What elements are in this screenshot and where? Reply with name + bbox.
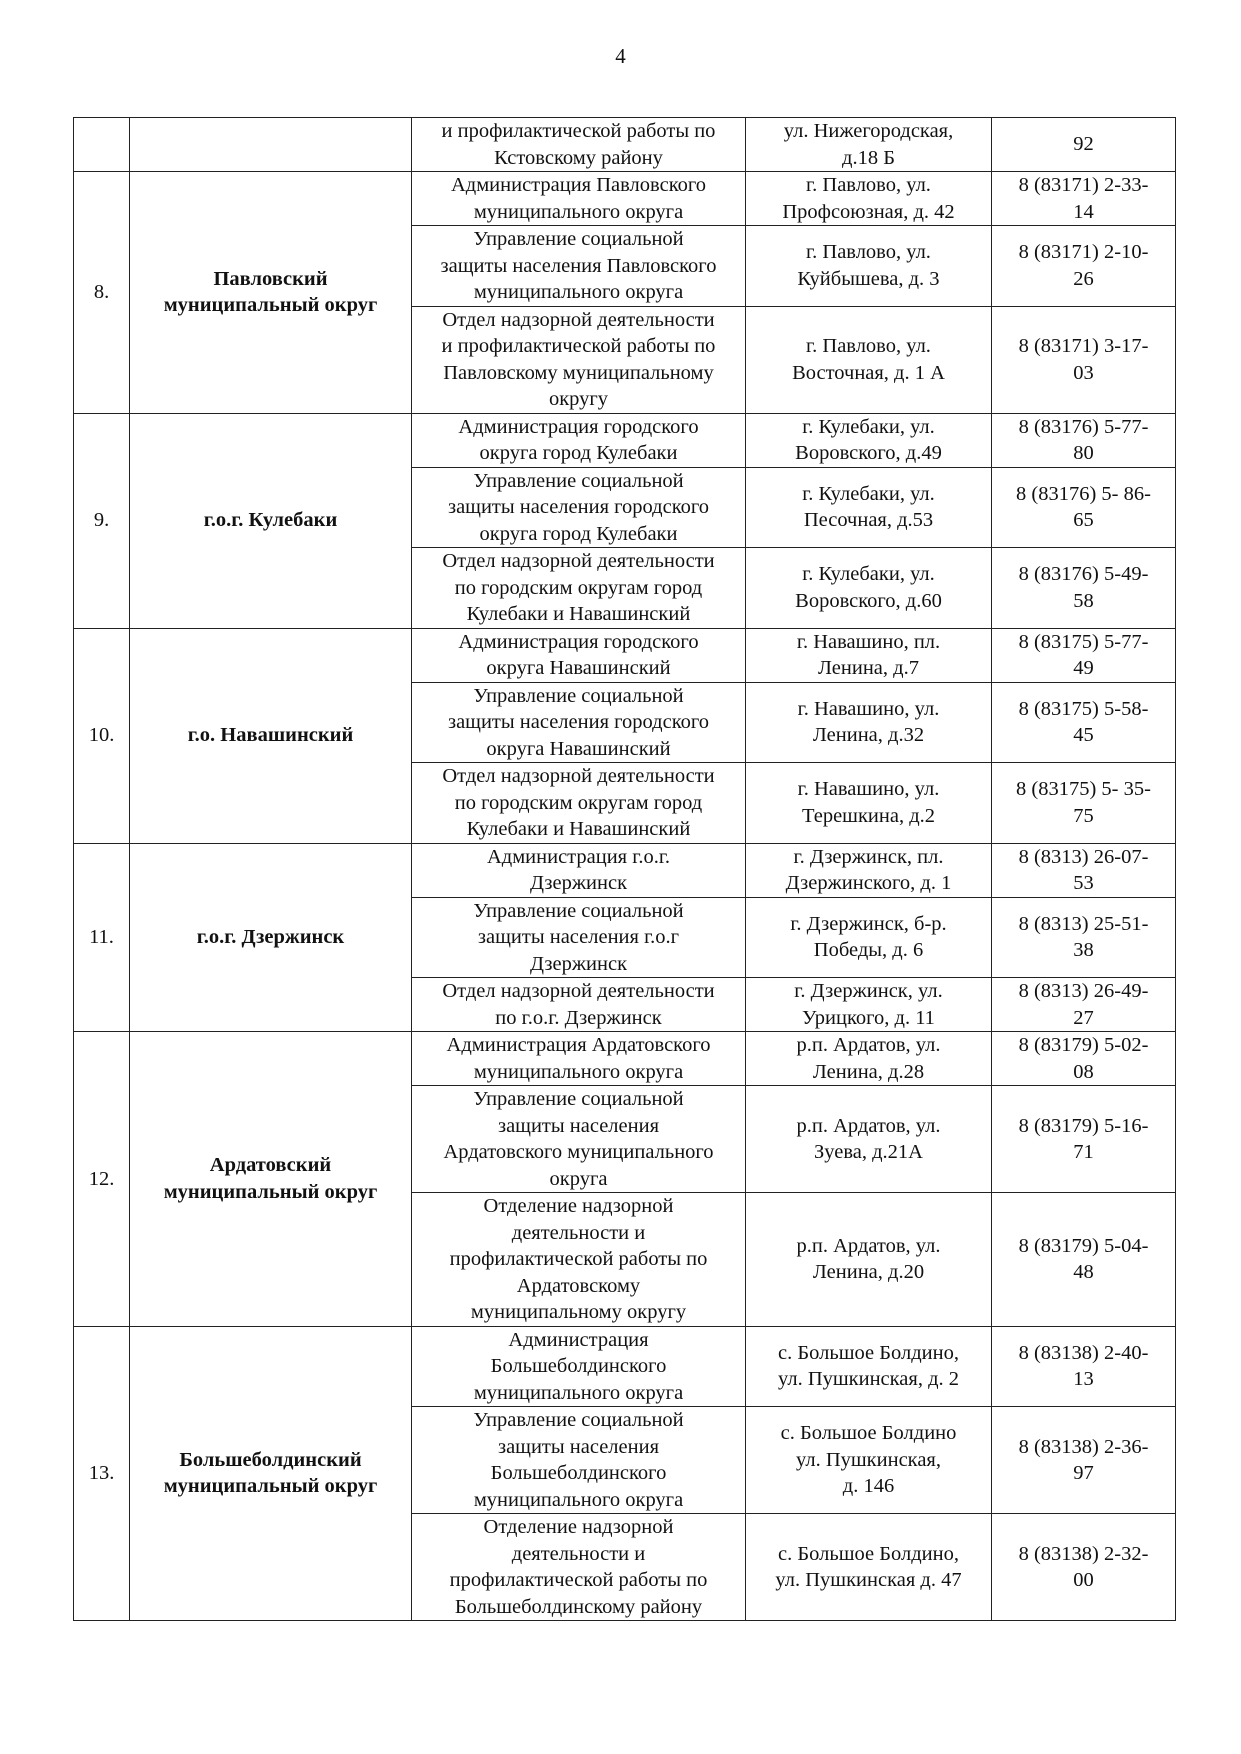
address-text: г. Павлово, ул. Профсоюзная, д. 42 (782, 174, 955, 223)
organization-cell (412, 1193, 746, 1327)
table-row (74, 1032, 1176, 1086)
phone-cell (992, 118, 1176, 172)
phone-number: 8 (83176) 5- 86- 65 (1016, 482, 1151, 532)
district-number-cell (74, 118, 130, 172)
district-name: Павловский муниципальный округ (163, 267, 378, 317)
address-cell (746, 1407, 992, 1514)
organization-cell (412, 763, 746, 844)
contact-directory-table (73, 117, 1176, 1621)
district-name: г.о.г. Дзержинск (196, 926, 345, 948)
district-name: Большеболдинский муниципальный округ (163, 1448, 378, 1498)
organization-cell (412, 682, 746, 763)
organization-name: Отдел надзорной деятельности по г.о.г. Дзержинск (442, 980, 715, 1029)
district-number-cell (74, 628, 130, 843)
phone-cell (992, 1086, 1176, 1193)
organization-cell (412, 172, 746, 226)
district-number-cell (74, 413, 130, 628)
organization-name: Отдел надзорной деятельности и профилактической работы по Павловскому муниципальному округу (441, 308, 716, 410)
organization-name: Управление социальной защиты населения Павловского муниципального округа (440, 228, 717, 303)
phone-cell (992, 413, 1176, 467)
organization-name: Администрация городского округа Навашинский (458, 630, 699, 679)
phone-cell (992, 172, 1176, 226)
organization-cell (412, 1086, 746, 1193)
address-cell (746, 413, 992, 467)
address-cell (746, 763, 992, 844)
phone-number: 8 (83138) 2-40- 13 (1018, 1341, 1149, 1391)
address-cell (746, 897, 992, 978)
organization-name: Отдел надзорной деятельности по городским округам город Кулебаки и Навашинский (442, 550, 715, 625)
organization-name: и профилактической работы по Кстовскому району (441, 120, 716, 169)
address-text: с. Большое Болдино, ул. Пушкинская д. 47 (775, 1542, 962, 1591)
table-row (74, 628, 1176, 682)
phone-cell (992, 1514, 1176, 1621)
organization-name: Отделение надзорной деятельности и профилактической работы по Большеболдинскому району (449, 1516, 708, 1618)
address-cell (746, 548, 992, 629)
phone-cell (992, 1326, 1176, 1407)
district-name-cell (130, 1032, 412, 1327)
phone-number: 92 (1073, 133, 1094, 156)
phone-number: 8 (83176) 5-77- 80 (1018, 415, 1149, 464)
district-name-cell (130, 628, 412, 843)
phone-number: 8 (83179) 5-04- 48 (1018, 1234, 1149, 1284)
address-text: г. Дзержинск, пл. Дзержинского, д. 1 (785, 845, 952, 894)
table-row (74, 118, 1176, 172)
organization-cell (412, 118, 746, 172)
organization-cell (412, 1326, 746, 1407)
address-text: г. Кулебаки, ул. Воровского, д.60 (795, 563, 942, 612)
organization-cell (412, 1032, 746, 1086)
address-text: г. Кулебаки, ул. Песочная, д.53 (802, 482, 935, 532)
table-row (74, 413, 1176, 467)
table-row (74, 172, 1176, 226)
address-cell (746, 306, 992, 413)
organization-name: Администрация г.о.г. Дзержинск (486, 845, 671, 894)
phone-cell (992, 1032, 1176, 1086)
phone-cell (992, 978, 1176, 1032)
page-number: 4 (615, 44, 626, 68)
organization-cell (412, 467, 746, 548)
phone-cell (992, 467, 1176, 548)
phone-cell (992, 306, 1176, 413)
organization-name: Администрация Большеболдинского муниципального округа (473, 1328, 684, 1404)
phone-number: 8 (83171) 3-17- 03 (1018, 335, 1149, 384)
organization-name: Управление социальной защиты населения городского округа город Кулебаки (447, 469, 710, 545)
phone-cell (992, 763, 1176, 844)
phone-number: 8 (83138) 2-36- 97 (1018, 1435, 1149, 1484)
district-number-cell (74, 172, 130, 414)
table-row (74, 843, 1176, 897)
phone-number: 8 (83175) 5- 35- 75 (1016, 778, 1151, 827)
phone-number: 8 (83179) 5-16- 71 (1018, 1114, 1149, 1163)
district-number-cell (74, 1032, 130, 1327)
organization-name: Управление социальной защиты населения Большеболдинского муниципального округа (473, 1409, 684, 1511)
organization-cell (412, 413, 746, 467)
organization-name: Администрация Ардатовского муниципального округа (446, 1034, 711, 1083)
address-cell (746, 682, 992, 763)
organization-name: Управление социальной защиты населения городского округа Навашинский (447, 684, 710, 760)
district-number: 11. (89, 926, 114, 948)
address-text: г. Дзержинск, ул. Урицкого, д. 11 (794, 980, 943, 1029)
organization-cell (412, 306, 746, 413)
district-number: 10. (88, 724, 115, 747)
district-number: 13. (88, 1462, 115, 1484)
phone-number: 8 (83179) 5-02- 08 (1018, 1034, 1149, 1083)
address-text: г. Павлово, ул. Восточная, д. 1 А (792, 335, 945, 384)
address-text: г. Навашино, ул. Ленина, д.32 (797, 697, 940, 747)
organization-name: Администрация городского округа город Кулебаки (458, 415, 699, 464)
organization-name: Отдел надзорной деятельности по городским округам город Кулебаки и Навашинский (442, 765, 715, 840)
address-text: с. Большое Болдино ул. Пушкинская, д. 146 (780, 1422, 957, 1498)
district-name: г.о.г. Кулебаки (203, 509, 338, 532)
district-name-cell (130, 413, 412, 628)
organization-cell (412, 1407, 746, 1514)
district-number-cell (74, 1326, 130, 1621)
address-cell (746, 978, 992, 1032)
organization-cell (412, 843, 746, 897)
phone-number: 8 (83175) 5-77- 49 (1018, 630, 1149, 679)
address-cell (746, 843, 992, 897)
address-cell (746, 1032, 992, 1086)
address-cell (746, 1086, 992, 1193)
organization-cell (412, 978, 746, 1032)
phone-number: 8 (83176) 5-49- 58 (1018, 563, 1149, 612)
address-cell (746, 1193, 992, 1327)
organization-name: Отделение надзорной деятельности и профилактической работы по Ардатовскому муниципальному округу (449, 1195, 708, 1323)
district-number: 9. (93, 509, 110, 532)
address-cell (746, 118, 992, 172)
address-cell (746, 226, 992, 307)
phone-cell (992, 1193, 1176, 1327)
phone-number: 8 (83175) 5-58- 45 (1018, 697, 1149, 747)
phone-cell (992, 1407, 1176, 1514)
address-text: г. Навашино, пл. Ленина, д.7 (796, 630, 941, 679)
address-cell (746, 628, 992, 682)
district-name: г.о. Навашинский (187, 724, 354, 747)
phone-number: 8 (83138) 2-32- 00 (1018, 1542, 1149, 1591)
district-number: 12. (88, 1167, 115, 1190)
organization-name: Управление социальной защиты населения г.о.г Дзержинск (473, 899, 684, 975)
address-text: р.п. Ардатов, ул. Ленина, д.28 (796, 1034, 941, 1083)
phone-number: 8 (83171) 2-33- 14 (1018, 174, 1149, 223)
address-cell (746, 1514, 992, 1621)
district-name: Ардатовский муниципальный округ (163, 1154, 378, 1203)
address-cell (746, 1326, 992, 1407)
organization-name: Управление социальной защиты населения Ардатовского муниципального округа (443, 1088, 714, 1190)
phone-cell (992, 843, 1176, 897)
phone-cell (992, 628, 1176, 682)
address-cell (746, 172, 992, 226)
organization-name: Администрация Павловского муниципального округа (450, 174, 707, 223)
table-row (74, 1326, 1176, 1407)
phone-number: 8 (8313) 26-07- 53 (1018, 845, 1149, 894)
organization-cell (412, 897, 746, 978)
address-text: ул. Нижегородская, д.18 Б (783, 120, 954, 169)
phone-number: 8 (8313) 25-51- 38 (1018, 912, 1149, 962)
district-name-cell (130, 172, 412, 414)
phone-cell (992, 226, 1176, 307)
address-text: с. Большое Болдино, ул. Пушкинская, д. 2 (777, 1341, 960, 1391)
phone-cell (992, 548, 1176, 629)
phone-number: 8 (8313) 26-49- 27 (1018, 980, 1149, 1029)
district-number: 8. (93, 281, 110, 303)
address-text: г. Дзержинск, б-р. Победы, д. 6 (790, 912, 947, 962)
district-name-cell (130, 1326, 412, 1621)
address-text: р.п. Ардатов, ул. Ленина, д.20 (796, 1234, 941, 1284)
organization-cell (412, 1514, 746, 1621)
district-name-cell (130, 118, 412, 172)
organization-cell (412, 548, 746, 629)
address-text: г. Павлово, ул. Куйбышева, д. 3 (797, 241, 940, 290)
phone-cell (992, 682, 1176, 763)
address-cell (746, 467, 992, 548)
address-text: г. Кулебаки, ул. Воровского, д.49 (795, 415, 942, 464)
organization-cell (412, 628, 746, 682)
address-text: г. Навашино, ул. Терешкина, д.2 (797, 778, 940, 827)
district-number-cell (74, 843, 130, 1032)
phone-cell (992, 897, 1176, 978)
table-body (74, 118, 1176, 1621)
address-text: р.п. Ардатов, ул. Зуева, д.21А (796, 1114, 941, 1163)
phone-number: 8 (83171) 2-10- 26 (1018, 241, 1149, 290)
district-name-cell (130, 843, 412, 1032)
organization-cell (412, 226, 746, 307)
